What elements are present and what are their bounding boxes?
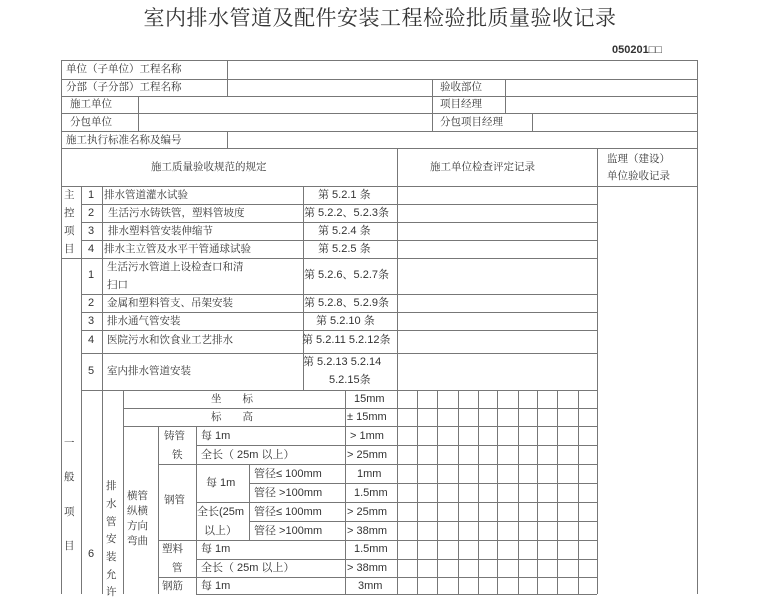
grid-line — [397, 502, 597, 503]
steel-label: 钢管 — [164, 494, 185, 506]
grid-line — [497, 390, 498, 594]
item6-label-char: 管 — [106, 516, 117, 528]
general-item-text: 排水通气管安装 — [107, 315, 181, 327]
pl-per-m-value: 1.5mm — [354, 543, 388, 555]
pl-per-m-label: 每 1m — [201, 543, 231, 555]
elevation-label: 标 高 — [211, 411, 253, 423]
elevation-value: ± 15mm — [347, 411, 387, 423]
general-item-clause: 第 5.2.6、5.2.7条 — [304, 269, 389, 281]
main-item-clause: 第 5.2.2、5.2.3条 — [304, 207, 389, 219]
bend-label: 纵横 — [127, 505, 148, 517]
ci-full-label: 全长（ 25m 以上） — [201, 449, 295, 461]
grid-line — [397, 408, 597, 409]
contractor-label: 施工单位 — [70, 98, 112, 110]
project-manager-field[interactable] — [506, 97, 697, 113]
pl-full-value: > 38mm — [347, 562, 388, 574]
subdivision-field[interactable] — [228, 80, 432, 96]
cast-iron-label: 铸管 — [164, 430, 185, 442]
general-item-clause: 第 5.2.10 条 — [316, 315, 375, 327]
ci-per-m-label: 每 1m — [201, 430, 231, 442]
contractor-field[interactable] — [139, 97, 432, 113]
grid-line — [397, 426, 597, 427]
grid-line — [417, 390, 418, 594]
st-pm-gt-value: 1.5mm — [354, 487, 388, 499]
grid-line — [578, 390, 579, 594]
main-item-text: 排水主立管及水平干管通球试验 — [104, 243, 251, 255]
main-control-label-3: 项 — [64, 225, 75, 237]
grid-line — [397, 445, 597, 446]
general-label-4: 目 — [64, 540, 75, 552]
ci-full-value: > 25mm — [347, 449, 388, 461]
general-label-2: 般 — [64, 471, 75, 483]
bend-label: 方向 — [127, 520, 148, 532]
grid-line — [518, 390, 519, 594]
main-item-clause: 第 5.2.1 条 — [318, 189, 371, 201]
rb-per-m-label: 每 1m — [201, 580, 231, 592]
diameter-gt-100-label: 管径 >100mm — [254, 487, 323, 499]
sub-project-manager-field[interactable] — [533, 114, 697, 131]
st-full-le-value: > 25mm — [347, 506, 388, 518]
item6-label-char: 排 — [106, 480, 117, 492]
general-item-no: 3 — [88, 315, 95, 327]
grid-line — [397, 540, 597, 541]
general-item-clause: 第 5.2.13 5.2.14 — [303, 356, 382, 368]
acceptance-part-field[interactable] — [506, 80, 697, 96]
main-item-no: 3 — [88, 225, 95, 237]
supervisor-record-header-1: 监理（建设） — [607, 153, 670, 165]
plastic-label-cont: 管 — [172, 562, 183, 574]
item6-label-char: 装 — [106, 551, 117, 563]
general-item-text: 室内排水管道安装 — [107, 365, 191, 377]
subcontractor-label: 分包单位 — [70, 116, 112, 128]
main-item-text: 排水塑料管安装伸缩节 — [108, 225, 213, 237]
item6-label-char: 许 — [106, 586, 117, 598]
st-full-gt-value: > 38mm — [347, 525, 388, 537]
cast-iron-label-cont: 铁 — [172, 449, 183, 461]
st-per-m-label: 每 1m — [206, 477, 236, 489]
main-item-clause: 第 5.2.4 条 — [318, 225, 371, 237]
diameter-le-100-label: 管径≤ 100mm — [254, 468, 322, 480]
rb-per-m-value: 3mm — [358, 580, 383, 592]
grid-line — [478, 390, 479, 594]
general-item-text: 医院污水和饮食业工艺排水 — [107, 334, 233, 346]
unit-project-label: 单位（子单位）工程名称 — [66, 63, 182, 75]
grid-line — [397, 464, 597, 465]
contractor-record-header: 施工单位检查评定记录 — [430, 161, 535, 173]
project-manager-label: 项目经理 — [440, 98, 482, 110]
st-full-label-cont: 以上） — [204, 525, 237, 537]
coord-value: 15mm — [354, 393, 385, 405]
grid-line — [397, 390, 398, 594]
general-item-no: 2 — [88, 297, 95, 309]
general-label-3: 项 — [64, 506, 75, 518]
ci-per-m-value: > 1mm — [350, 430, 384, 442]
main-item-no: 2 — [88, 207, 95, 219]
main-item-no: 1 — [88, 189, 95, 201]
form-code: 050201□□ — [612, 44, 662, 56]
grid-line — [458, 390, 459, 594]
standard-label: 施工执行标准名称及编号 — [66, 134, 182, 146]
item6-label-char: 安 — [106, 533, 117, 545]
unit-project-field[interactable] — [228, 61, 697, 79]
grid-line — [397, 483, 597, 484]
sub-project-manager-label: 分包项目经理 — [440, 116, 503, 128]
grid-line — [537, 390, 538, 594]
general-item-no: 4 — [88, 334, 95, 346]
pl-full-label: 全长（ 25m 以上） — [201, 562, 295, 574]
grid-line — [397, 521, 597, 522]
main-item-no: 4 — [88, 243, 95, 255]
main-item-text: 排水管道灌水试验 — [104, 189, 188, 201]
general-item-no: 1 — [88, 269, 95, 281]
grid-line — [597, 390, 598, 594]
rebar-label: 钢筋 — [162, 580, 183, 592]
st-pm-le-value: 1mm — [357, 468, 382, 480]
diameter-le-100-label: 管径≤ 100mm — [254, 506, 322, 518]
general-item-text: 生活污水管道上设检查口和清 — [107, 261, 244, 273]
page-title: 室内排水管道及配件安装工程检验批质量验收记录 — [143, 6, 617, 30]
grid-line — [397, 559, 597, 560]
grid-line — [397, 577, 597, 578]
general-item-clause: 第 5.2.8、5.2.9条 — [304, 297, 389, 309]
bend-label: 弯曲 — [127, 535, 148, 547]
supervisor-record-header-2: 单位验收记录 — [607, 170, 670, 182]
diameter-gt-100-label: 管径 >100mm — [254, 525, 323, 537]
grid-line — [437, 390, 438, 594]
st-full-label: 全长(25m — [197, 506, 245, 518]
general-item-text: 金属和塑料管支、吊架安装 — [107, 297, 233, 309]
item6-label-char: 允 — [106, 569, 117, 581]
general-label-1: 一 — [64, 437, 75, 449]
general-item-clause: 第 5.2.11 5.2.12条 — [302, 334, 391, 346]
main-control-label-4: 目 — [64, 243, 75, 255]
main-item-clause: 第 5.2.5 条 — [318, 243, 371, 255]
general-item-text-cont: 扫口 — [107, 279, 128, 291]
subdivision-label: 分部（子分部）工程名称 — [66, 81, 182, 93]
bend-label: 横管 — [127, 490, 148, 502]
general-item-clause-cont: 5.2.15条 — [329, 374, 371, 386]
main-item-text: 生活污水铸铁管，塑料管坡度 — [108, 207, 245, 219]
general-item-no: 5 — [88, 365, 95, 377]
standard-field[interactable] — [228, 132, 697, 148]
plastic-label: 塑料 — [162, 543, 183, 555]
subcontractor-field[interactable] — [139, 114, 432, 131]
coord-label: 坐 标 — [211, 393, 253, 405]
main-control-label-2: 控 — [64, 207, 75, 219]
main-control-label-1: 主 — [64, 189, 75, 201]
item6-label-char: 水 — [106, 498, 117, 510]
spec-column-header: 施工质量验收规范的规定 — [151, 161, 267, 173]
general-item-no: 6 — [88, 548, 95, 560]
acceptance-part-label: 验收部位 — [440, 81, 482, 93]
grid-line — [557, 390, 558, 594]
